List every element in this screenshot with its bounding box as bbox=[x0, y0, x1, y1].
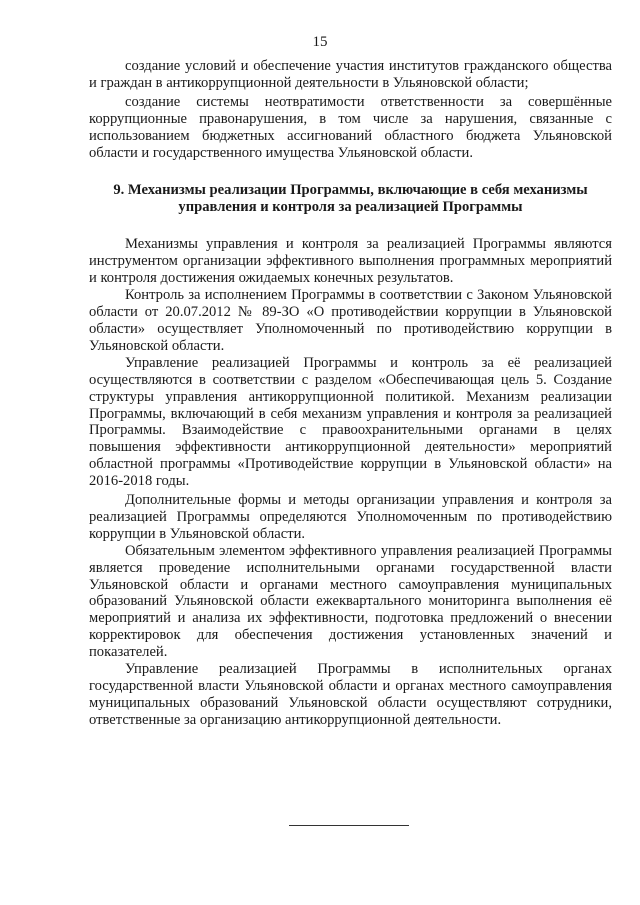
end-divider-line bbox=[289, 825, 409, 826]
section-paragraph: Обязательным элементом эффективного управления реализацией Программы является проведение исполнительными органами государственной власти Ульяновской области и органами местного самоуправления муниципальных образований Ульяновской области ежеквартального мониторинга выполнения её мероприятий и анализа их эффективности, подготовка предложений о внесении корректировок для обеспечения достижения установленных значений и показателей. bbox=[89, 542, 612, 661]
intro-paragraph: создание системы неотвратимости ответственности за совершённые коррупционные правонарушения, в том числе за нарушения, связанные с использованием бюджетных ассигнований областного бюджета Ульяновской области и государственного имущества Ульяновской области. bbox=[89, 93, 612, 161]
section-paragraph: Механизмы управления и контроля за реализацией Программы являются инструментом организации эффективного выполнения программных мероприятий и контроля достижения ожидаемых конечных результатов. bbox=[89, 236, 612, 287]
section-paragraph: Дополнительные формы и методы организации управления и контроля за реализацией Программы определяются Уполномоченным по противодействию коррупции в Ульяновской области. bbox=[89, 492, 612, 542]
section-paragraph: Контроль за исполнением Программы в соответствии с Законом Ульяновской области от 20.07.2012 № 89-ЗО «О противодействии коррупции в Ульяновской области» осуществляет Уполномоченный по противодействию коррупции в Ульяновской области. bbox=[89, 287, 612, 354]
section-paragraph: Управление реализацией Программы в исполнительных органах государственной власти Ульяновской области и органах местного самоуправления муниципальных образований Ульяновской области осуществляют сотрудники, ответственные за организацию антикоррупционной деятельности. bbox=[89, 661, 612, 728]
section-paragraph: Управление реализацией Программы и контроль за её реализацией осуществляются в соответствии с разделом «Обеспечивающая цель 5. Создание структуры управления антикоррупционной политикой. Механизм реализации Программы, включающий в себя механизм управления и контроля за реализацией Программы. Взаимодействие с правоохранительными органами в целях повышения эффективности антикоррупционной деятельности» мероприятий областной программы «Противодействие коррупции в Ульяновской области» на 2016-2018 годы. bbox=[89, 354, 612, 490]
intro-paragraph: создание условий и обеспечение участия институтов гражданского общества и граждан в антикоррупционной деятельности в Ульяновской области; bbox=[89, 58, 612, 91]
page-body bbox=[89, 58, 612, 729]
page-number: 15 bbox=[312, 34, 328, 50]
section-heading: 9. Механизмы реализации Программы, включающие в себя механизмы управления и контроля за реализацией Программы bbox=[113, 182, 588, 216]
